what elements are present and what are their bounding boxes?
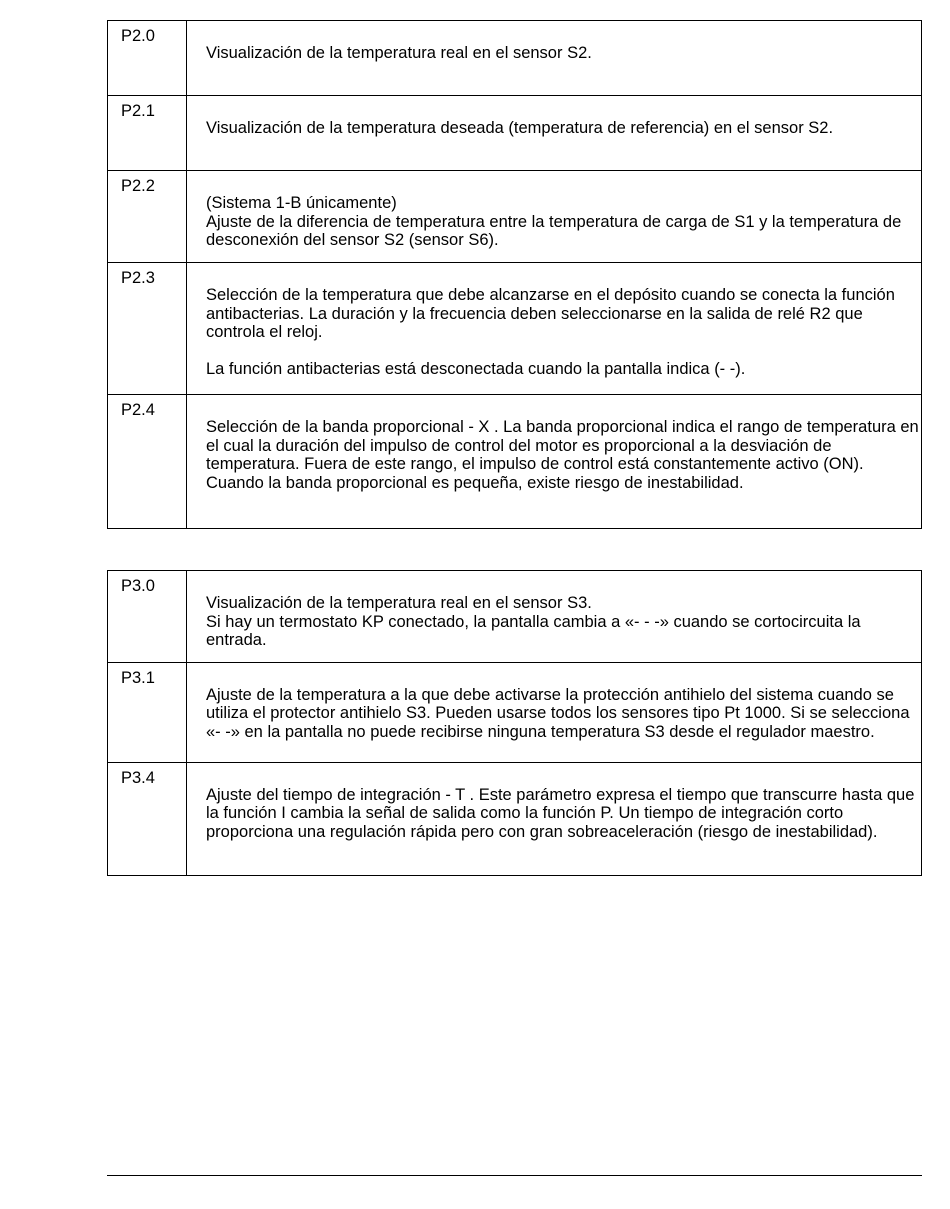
description-text: Visualización de la temperatura real en el sensor S2.: [206, 44, 592, 62]
table-row: [108, 395, 922, 529]
parameter-description: [187, 21, 922, 96]
description-text: (Sistema 1-B únicamente): [206, 194, 397, 212]
table-row: [108, 263, 922, 395]
parameter-description: [187, 662, 922, 762]
table-row: [108, 171, 922, 263]
description-text: La función antibacterias está desconectada cuando la pantalla indica (- -).: [206, 360, 746, 379]
table-row: [108, 96, 922, 171]
parameter-code: P2.0: [108, 21, 187, 96]
footer-divider: [107, 1175, 922, 1176]
parameter-description: [187, 96, 922, 171]
parameter-table-p3: [107, 570, 922, 876]
description-text: Visualización de la temperatura deseada (temperatura de referencia) en el sensor S2.: [206, 119, 834, 137]
parameter-code: P3.4: [108, 762, 187, 875]
parameter-description: [187, 171, 922, 263]
description-text: Ajuste del tiempo de integración - T . Este parámetro expresa el tiempo que transcurre hasta que la función I cambia la señal de salida como la función P. Un tiempo de integración corto proporciona una regulación rápida pero con gran sobreaceleración (riesgo de inestabilidad).: [206, 785, 915, 841]
description-text: Visualización de la temperatura real en el sensor S3.: [206, 594, 592, 612]
description-text: Selección de la temperatura que debe alcanzarse en el depósito cuando se conecta la función antibacterias. La duración y la frecuencia deben seleccionarse en la salida de relé R2 que controla el reloj.: [206, 286, 895, 342]
parameter-description: [187, 762, 922, 875]
parameter-table-p2: [107, 20, 922, 529]
paragraph-spacer: [206, 342, 921, 361]
parameter-description: [187, 263, 922, 395]
parameter-code: P2.1: [108, 96, 187, 171]
table-row: [108, 662, 922, 762]
parameter-code: P3.1: [108, 662, 187, 762]
description-text: Ajuste de la temperatura a la que debe activarse la protección antihielo del sistema cuando se utiliza el protector antihielo S3. Pueden usarse todos los sensores tipo Pt 1000. Si se selecciona «- -» en la pantalla no puede recibirse ninguna temperatura S3 desde el regulador maestro.: [206, 685, 910, 741]
table-row: [108, 21, 922, 96]
parameter-code: P3.0: [108, 571, 187, 663]
parameter-code: P2.2: [108, 171, 187, 263]
description-text: Selección de la banda proporcional - X . La banda proporcional indica el rango de temperatura en el cual la duración del impulso de control del motor es proporcional a la desviación de temperatura. Fuera de este rango, el impulso de control está constantemente activo (ON). Cuando la banda proporcional es pequeña, existe riesgo de inestabilidad.: [206, 418, 919, 492]
parameter-description: [187, 395, 922, 529]
parameter-code: P2.4: [108, 395, 187, 529]
table-row: [108, 762, 922, 875]
description-text: Ajuste de la diferencia de temperatura entre la temperatura de carga de S1 y la temperatura de desconexión del sensor S2 (sensor S6).: [206, 212, 902, 250]
table-row: [108, 571, 922, 663]
parameter-code: P2.3: [108, 263, 187, 395]
parameter-description: [187, 571, 922, 663]
description-text: Si hay un termostato KP conectado, la pantalla cambia a «- - -» cuando se cortocircuita la entrada.: [206, 612, 861, 650]
